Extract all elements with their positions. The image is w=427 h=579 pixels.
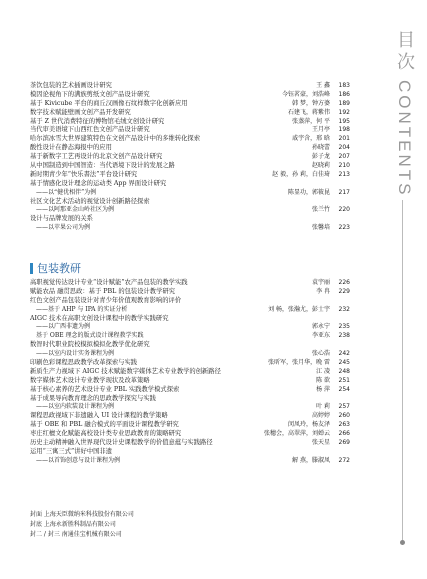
toc-entry-page: 226 — [338, 279, 350, 286]
toc-entry-title: 红色文创产品包装设计对青少年价值观教育影响的评价 — [30, 296, 182, 304]
toc-entry-title: 数智时代职业院校模拟模拟化教学优化研究 — [30, 341, 150, 349]
toc-entry-author: 叶 莉 — [316, 403, 330, 411]
toc-entry-title: ——基于 AHP 与 IPA 的实证分析 — [36, 305, 128, 313]
toc-entry-title: 运用“三寓三式”讲好中国非遗 — [30, 447, 113, 455]
toc-entry-page: 245 — [338, 359, 350, 367]
toc-entry-page: 192 — [338, 108, 350, 116]
toc-entry-title: 基于 Z 世代消费特征的博物馆毛绒文创设计研究 — [30, 117, 165, 125]
toc-entry-page: 201 — [338, 135, 350, 143]
toc-entry-page: 232 — [338, 305, 350, 313]
toc-entry-author: 王 鑫 — [316, 82, 330, 89]
toc-entry-author: 赵 毅，孙 莉，白佳琦 — [272, 170, 330, 178]
toc-entry-author: 彭子龙 — [311, 153, 330, 161]
toc-entry-author: 李 冉 — [316, 287, 330, 295]
toc-entry-title: 新时期青少年“快乐書法”平台设计研究 — [30, 170, 138, 178]
toc-entry[interactable] — [30, 448, 350, 457]
toc-entry-title: 社区文化艺术活动的视觉设计创新路径探索 — [30, 197, 150, 205]
footer — [30, 510, 134, 540]
toc-entry-page: 229 — [338, 287, 350, 295]
toc-entry[interactable] — [30, 171, 350, 180]
toc-entry-page: 213 — [338, 170, 350, 178]
toc-entry[interactable] — [30, 359, 350, 368]
side-title-en: CONTENTS — [395, 80, 414, 198]
toc-entry-page: 263 — [338, 421, 350, 429]
toc-entry-title: ——以苹果公司为例 — [36, 224, 91, 232]
toc-entry-page: 195 — [338, 117, 350, 125]
footer-line: 封底 上海永新胜科制品有限公司 — [30, 521, 116, 528]
toc-entry-page: 238 — [338, 332, 350, 340]
toc-entry-title: 基于 OBE 理念的版式设计课程教学实践 — [36, 332, 144, 340]
toc-entry-title: ——以阿那亚金山岭社区为例 — [36, 206, 115, 214]
toc-entry-title: 酸性设计在静态海报中的应用 — [30, 144, 112, 152]
toc-entry-author: 高婷婷 — [311, 412, 330, 420]
toc-entry-title: 数字技术赋能壁画文创产品开发研究 — [30, 108, 131, 116]
toc-entry-page: 204 — [338, 144, 350, 152]
toc-entry-title: 基于成果导向教育理念的思政教学探究与实践 — [30, 394, 156, 402]
toc-entry-author: 李亚东 — [311, 332, 330, 340]
toc-entry[interactable] — [30, 153, 350, 162]
toc-entry[interactable] — [30, 180, 350, 189]
toc-entry-title: 赋能农品 融贯思政：基于 PBL 的包装设计教学研究 — [30, 287, 175, 295]
toc-entry-page: 223 — [338, 224, 350, 232]
toc-entry-page: 183 — [338, 82, 350, 89]
toc-entry-title: 设计与品牌发展的关系 — [30, 215, 93, 223]
toc-entry-page: 260 — [338, 412, 350, 420]
toc-group-1 — [30, 82, 350, 233]
toc-entry-author: 戚宇含，邢 晗 — [292, 135, 330, 143]
toc-entry-title: 茶饮包装的艺术插画设计研究 — [30, 82, 112, 89]
section-title: 包装教研 — [37, 262, 81, 275]
toc-entry-page: 254 — [338, 385, 350, 393]
toc-entry[interactable] — [30, 82, 350, 91]
toc-entry[interactable] — [30, 91, 350, 100]
toc-entry[interactable] — [30, 306, 350, 315]
side-title-cn: 目次 — [394, 30, 415, 74]
toc-entry-page: 242 — [338, 350, 350, 358]
toc-entry-title: 哈尔滨冰雪大世界建筑特色在文创产品设计中的多维转化探索 — [30, 135, 201, 143]
toc-entry-title: ——以广西非遗为例 — [36, 323, 91, 331]
toc-entry-title: 基于 Kivicube 平台的商丘汉画像石纹样数字化创新应用 — [30, 99, 188, 107]
toc-entry-author: 张蒸萍，何 平 — [292, 117, 330, 125]
toc-entry-author: 解 燕，滕淑凤 — [292, 456, 330, 464]
toc-entry[interactable] — [30, 126, 350, 135]
toc-entry[interactable] — [30, 430, 350, 439]
side-dot — [400, 540, 405, 545]
toc-entry-title: 基于新数字工艺再设计的北京文创产品设计研究 — [30, 153, 163, 161]
toc-entry[interactable] — [30, 109, 350, 118]
toc-entry[interactable] — [30, 297, 350, 306]
toc-entry[interactable] — [30, 323, 350, 332]
toc-entry-title: AIGC 技术在高职文创设计课程中的教学实践研究 — [30, 314, 169, 322]
toc-entry-author: 陈 欲 — [316, 376, 330, 384]
toc-entry[interactable] — [30, 144, 350, 153]
toc-entry[interactable] — [30, 350, 350, 359]
toc-entry-title: 枣庄红檀文化赋能高校设计类专业思政教育的策略研究 — [30, 430, 182, 438]
toc-entry-page: 266 — [338, 430, 350, 438]
toc-entry-title: 当代审美语境下山西红色文创产品设计研究 — [30, 126, 150, 134]
toc-entry-title: ——以室内设计实务课程为例 — [36, 350, 115, 358]
toc-entry-page: 248 — [338, 367, 350, 375]
toc-entry-title: 模因论视角下的满族剪纸文创产品设计研究 — [30, 90, 150, 98]
toc-entry-page: 189 — [338, 99, 350, 107]
toc-entry-title: ——以室内软装设计课程为例 — [36, 403, 115, 411]
toc-entry-page: 207 — [338, 153, 350, 161]
toc-entry[interactable] — [30, 377, 350, 386]
toc-group-2 — [30, 279, 350, 466]
side-divider — [402, 200, 403, 545]
toc-entry-title: ——以首饰创意与设计课程为例 — [36, 456, 121, 464]
toc-entry[interactable] — [30, 386, 350, 395]
toc-entry-author: 郭永宁 — [311, 323, 330, 331]
toc-entry-title: ——以“健优相伴”为例 — [36, 188, 97, 196]
toc-entry-author: 江 凌 — [316, 367, 330, 375]
toc-entry[interactable] — [30, 189, 350, 198]
toc-entry[interactable] — [30, 224, 350, 233]
toc-entry[interactable] — [30, 368, 350, 377]
side-title — [393, 30, 415, 270]
toc-entry-title: 基于核心素养的艺术设计专业 PBL 实践教学模式探索 — [30, 385, 180, 393]
toc-entry-page: 257 — [338, 403, 350, 411]
toc-entry-page: 220 — [338, 206, 350, 214]
toc-entry[interactable] — [30, 215, 350, 224]
toc-entry-author: 张穗会，高翠萍，刘婵云 — [263, 430, 330, 438]
toc-entry-title: 课程思政视域下非遗融入 UI 设计课程的教学策略 — [30, 412, 168, 420]
toc-entry-title: 新质生产力视域下 AIGC 技术赋能数字媒体艺术专业教学的创新路径 — [30, 367, 221, 375]
toc-entry-author: 闵凤玲，杨友泽 — [287, 421, 330, 429]
toc-entry-page: 217 — [338, 188, 350, 196]
toc-entry[interactable] — [30, 100, 350, 109]
toc-entry-author: 张馨培 — [311, 224, 330, 232]
toc-entry-author: 杨 萍 — [316, 385, 330, 393]
toc-entry-author: 孙晓蕾 — [311, 144, 330, 152]
toc-entry-title: 基于 OBE 和 PBL 融合模式的平面设计课程教学研究 — [30, 421, 179, 429]
toc-entry[interactable] — [30, 135, 350, 144]
toc-entry-author: 石建飞，蒋紫伟 — [287, 108, 330, 116]
toc-entry-title: 基于情感化设计理念的运动类 App 界面设计研究 — [30, 179, 167, 187]
toc-entry[interactable] — [30, 457, 350, 466]
toc-entry[interactable] — [30, 439, 350, 448]
toc-entry-title: 从中国制造到中国智造：当代语境下设计的发展之路 — [30, 162, 175, 170]
toc-entry-author: 韩 梦，钟方婆 — [292, 99, 330, 107]
toc-entry-title: 印刷色彩课程思政教学改革探索与实践 — [30, 359, 138, 367]
toc-entry-author: 袁宇丽 — [311, 279, 330, 286]
section-bar — [30, 263, 33, 274]
toc-entry-author: 张兰竹 — [311, 206, 330, 214]
toc-entry[interactable] — [30, 279, 350, 288]
toc-entry-author: 刘 畅，张瀚尤，彭士宇 — [268, 305, 330, 313]
toc-entry[interactable] — [30, 288, 350, 297]
toc-entry-title: 历史主动精神融入世界现代设计史课程教学的价值意蕴与实践路径 — [30, 439, 213, 447]
toc-entry-author: 张天星 — [311, 439, 330, 447]
toc-entry-page: 235 — [338, 323, 350, 331]
footer-line: 封面 上海天臣微纳米科技股份有限公司 — [30, 511, 134, 518]
toc-entry[interactable] — [30, 332, 350, 341]
section-heading — [30, 261, 81, 275]
toc-entry-page: 186 — [338, 90, 350, 98]
toc-entry-author: 张心浩 — [311, 350, 330, 358]
toc-entry[interactable] — [30, 341, 350, 350]
toc-entry-page: 269 — [338, 439, 350, 447]
toc-entry-page: 251 — [338, 376, 350, 384]
toc-entry[interactable] — [30, 412, 350, 421]
toc-entry-page: 210 — [338, 162, 350, 170]
toc-entry-author: 今钰茗豪，刘浩峰 — [281, 90, 330, 98]
toc-entry[interactable] — [30, 162, 350, 171]
toc-entry[interactable] — [30, 421, 350, 430]
toc-entry-author: 赵晓莉 — [311, 162, 330, 170]
toc-entry-author: 陈显功，郭筱昆 — [287, 188, 330, 196]
toc-entry-author: 张昕军，张月华，晚 雷 — [268, 359, 330, 367]
toc-entry-title: 数字媒体艺术设计专业教学现状及改革策略 — [30, 376, 150, 384]
toc-entry-page: 272 — [338, 456, 350, 464]
footer-line: 封二 / 封三 南通佳宝机械有限公司 — [30, 531, 122, 538]
toc-entry-page: 198 — [338, 126, 350, 134]
toc-entry-title: 高职视觉传达设计专业“设计赋能”农产品包装的教学实践 — [30, 279, 188, 286]
toc-entry-author: 王月亭 — [311, 126, 330, 134]
